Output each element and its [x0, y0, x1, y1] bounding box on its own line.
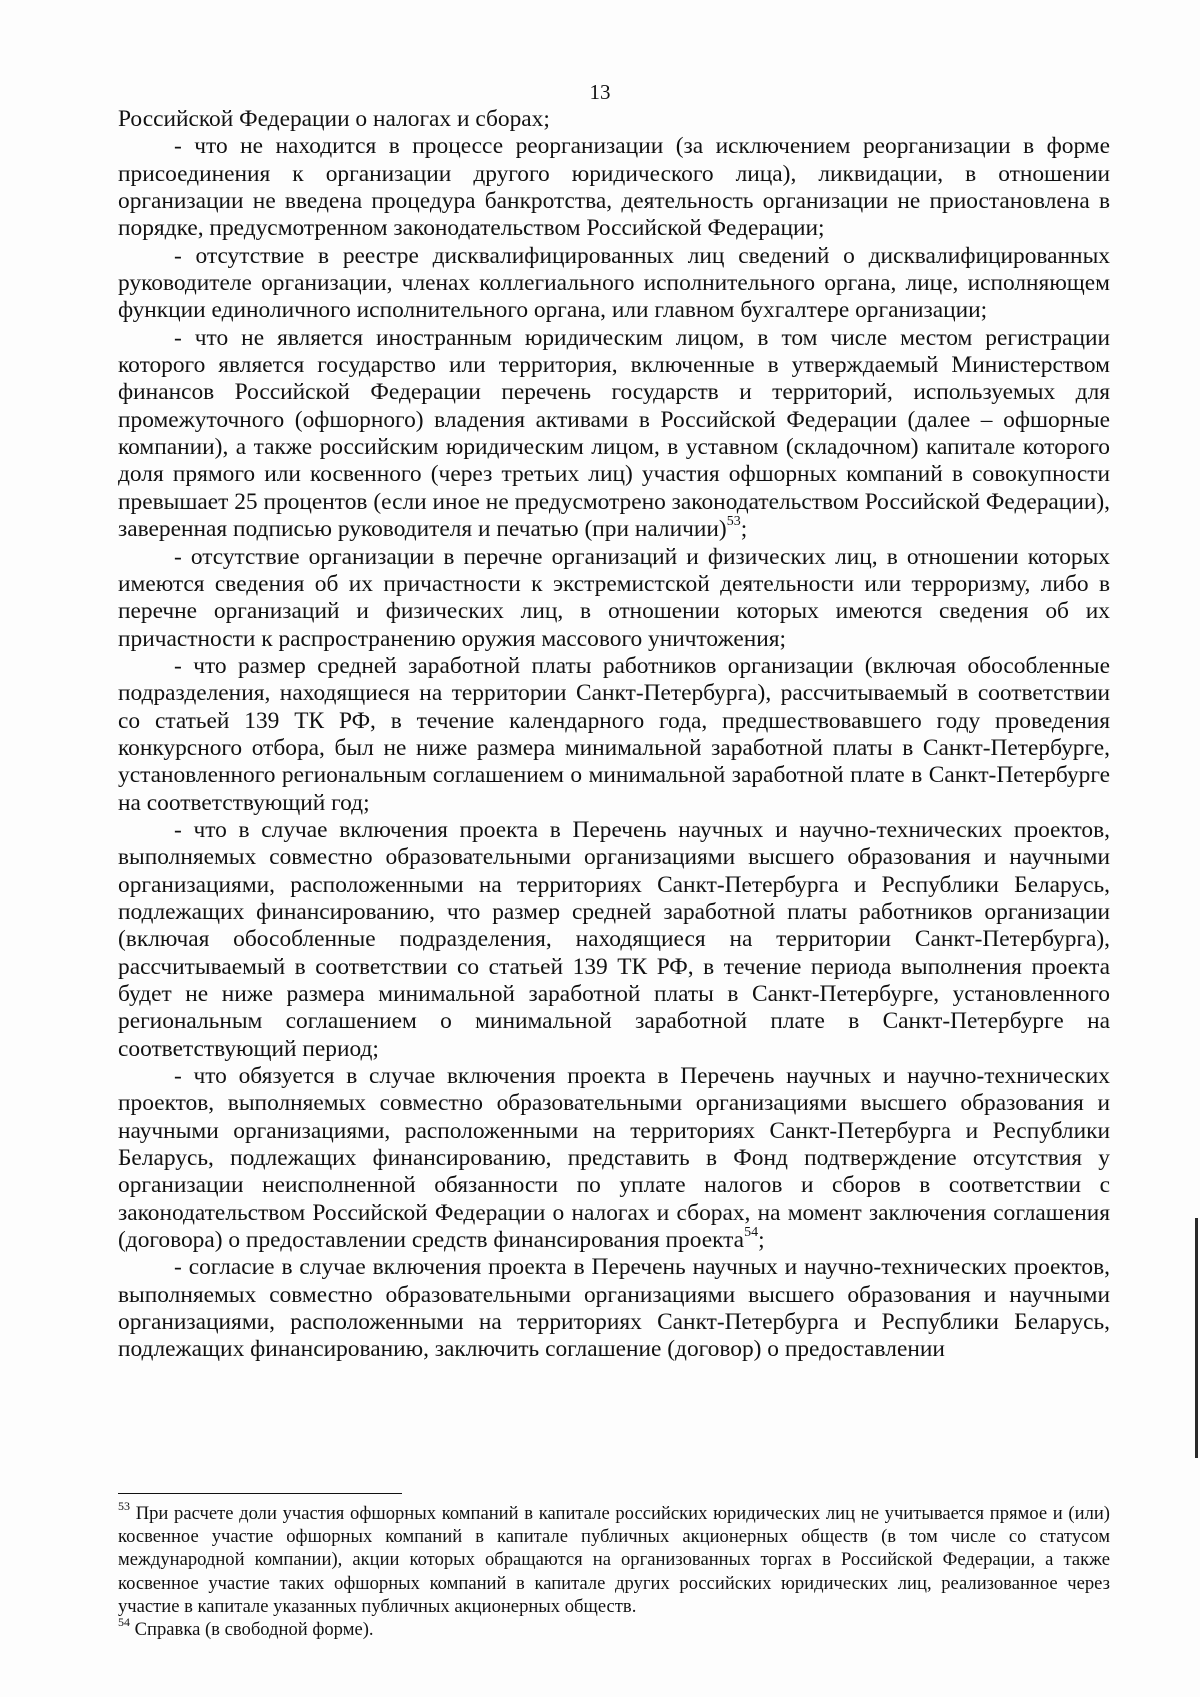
- page-number: 13: [589, 80, 611, 104]
- paragraph-text: - что в случае включения проекта в Перечень научных и научно-технических проектов, выполняемых совместно образовательными организациями высшего образования и научными организациями, расположенными на территориях Санкт-Петербурга и Республики Беларусь, подлежащих финансированию, что размер средней заработной платы работников организации (включая обособленные подразделения, находящиеся на территории Санкт-Петербурга), рассчитываемый в соответствии со статьей 139 ТК РФ, в течение периода выполнения проекта будет не ниже размера минимальной заработной платы в Санкт-Петербурге, установленного региональным соглашением о минимальной заработной плате в Санкт-Петербурге на соответствующий период;: [118, 816, 1110, 1062]
- paragraph-text: - отсутствие организации в перечне организаций и физических лиц, в отношении которых имеются сведения об их причастности к экстремистской деятельности или терроризму, либо в перечне организаций и физических лиц, в отношении которых имеются сведения об их причастности к распространению оружия массового уничтожения;: [118, 543, 1110, 652]
- paragraph-not-reorganizing: [118, 133, 1110, 242]
- footnotes: [118, 1498, 1110, 1641]
- paragraph-text: - что не находится в процессе реорганизации (за исключением реорганизации в форме присоединения к организации другого юридического лица), ликвидации, в отношении организации не введена процедура банкротства, деятельность организации не приостановлена в порядке, предусмотренном законодательством Российской Федерации;: [118, 133, 1110, 242]
- footnote-number: 54: [118, 1614, 130, 1629]
- footnote-text: Справка (в свободной форме).: [134, 1619, 374, 1641]
- footnote-ref-54[interactable]: 54: [744, 1225, 759, 1241]
- paragraph-text: Российской Федерации о налогах и сборах;: [118, 106, 550, 132]
- footnote-53: [118, 1498, 1110, 1618]
- paragraph-agreement-consent: [118, 1254, 1110, 1363]
- paragraph-salary-during-project: [118, 817, 1110, 1063]
- scan-edge-mark: [1195, 1218, 1198, 1458]
- paragraph-tax-obligation: [118, 1063, 1110, 1254]
- paragraph-end: ;: [740, 516, 748, 543]
- paragraph-text: - что размер средней заработной платы работников организации (включая обособленные подразделения, находящиеся на территории Санкт-Петербурга), рассчитываемый в соответствии со статьей 139 ТК РФ, в течение календарного года, предшествовавшего году проведения конкурсного отбора, был не ниже размера минимальной заработной платы в Санкт-Петербурге, установленного региональным соглашением о минимальной заработной плате в Санкт-Петербурге на соответствующий год;: [118, 652, 1110, 816]
- paragraph-average-salary: [118, 653, 1110, 817]
- footnote-ref-53[interactable]: 53: [726, 514, 741, 530]
- footnote-number: 53: [118, 1498, 130, 1513]
- paragraph-end: ;: [758, 1227, 765, 1254]
- paragraph-text: - что обязуется в случае включения проекта в Перечень научных и научно-технических проектов, выполняемых совместно образовательными организациями высшего образования и научными организациями, расположенными на территориях Санкт-Петербурга и Республики Беларусь, подлежащих финансированию, представить в Фонд подтверждение отсутствия у организации неисполненной обязанности по уплате налогов и сборов в соответствии с законодательством Российской Федерации о налогах и сборах, на момент заключения соглашения (договора) о предоставлении средств финансирования проекта: [118, 1063, 1110, 1254]
- paragraph-extremism-list: [118, 544, 1110, 653]
- footnote-54: [118, 1614, 1110, 1641]
- footnote-text: При расчете доли участия офшорных компаний в капитале российских юридических лиц не учитывается прямое и (или) косвенное участие офшорных компаний в капитале публичных акционерных обществ (в том числе со статусом международной компании), акции которых обращаются на организованных торгах в Российской Федерации, а также косвенное участие таких офшорных компаний в капитале других российских юридических лиц, реализованное через участие в капитале указанных публичных акционерных обществ.: [118, 1503, 1110, 1617]
- paragraph-text: - согласие в случае включения проекта в Перечень научных и научно-технических проектов, выполняемых совместно образовательными организациями высшего образования и научными организациями, расположенными на территориях Санкт-Петербурга и Республики Беларусь, подлежащих финансированию, заключить соглашение (договор) о предоставлении: [118, 1254, 1110, 1363]
- body-text: [118, 106, 1110, 1364]
- paragraph-text: - отсутствие в реестре дисквалифицированных лиц сведений о дисквалифицированных руководителе организации, членах коллегиального исполнительного органа, лице, исполняющем функции единоличного исполнительного органа, или главном бухгалтере организации;: [118, 242, 1110, 324]
- paragraph-not-foreign-entity: [118, 325, 1110, 544]
- paragraph-continuation: [118, 106, 1110, 133]
- footnote-divider: [118, 1493, 402, 1494]
- paragraph-text: - что не является иностранным юридическим лицом, в том числе местом регистрации которого является государство или территория, включенные в утверждаемый Министерством финансов Российской Федерации перечень государств и территорий, используемых для промежуточного (офшорного) владения активами в Российской Федерации (далее – офшорные компании), а также российским юридическим лицом, в уставном (складочном) капитале которого доля прямого или косвенного (через третьих лиц) участия офшорных компаний в совокупности превышает 25 процентов (если иное не предусмотрено законодательством Российской Федерации), заверенная подписью руководителя и печатью (при наличии): [118, 324, 1110, 543]
- paragraph-disqualified-registry: [118, 243, 1110, 325]
